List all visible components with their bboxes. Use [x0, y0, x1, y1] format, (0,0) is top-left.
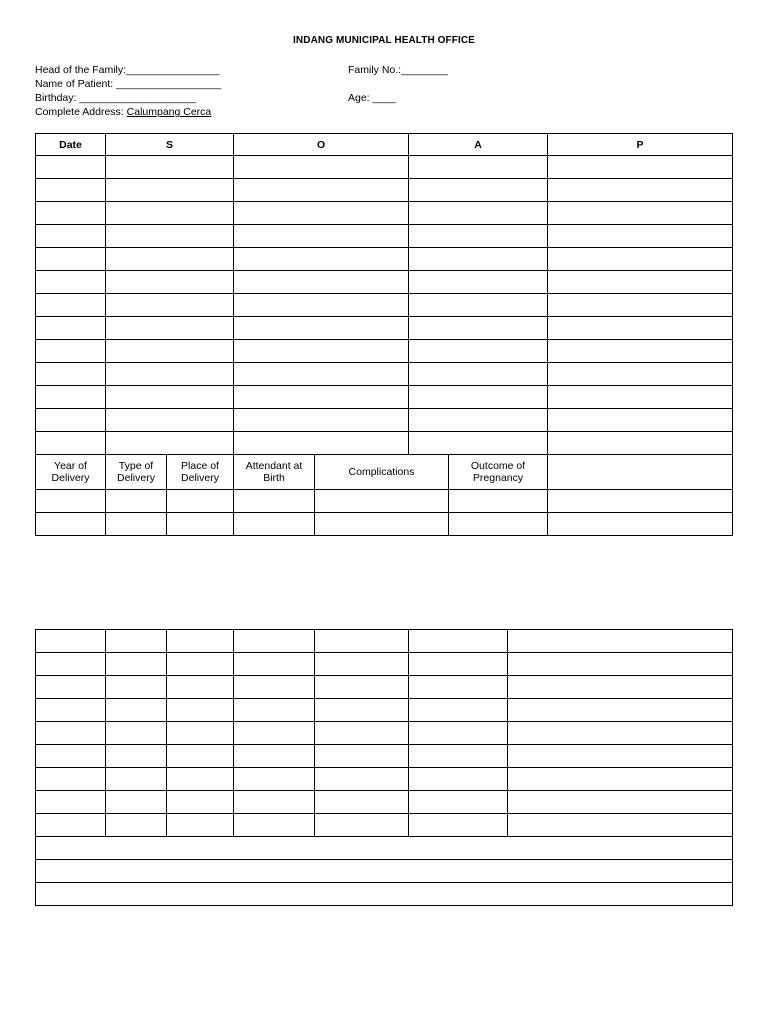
soap-cell[interactable]	[234, 225, 409, 248]
soap-cell[interactable]	[234, 317, 409, 340]
delivery-cell[interactable]	[315, 490, 449, 513]
lower-table-cell[interactable]	[409, 676, 508, 699]
soap-row	[36, 271, 733, 294]
soap-cell[interactable]	[548, 409, 733, 432]
lower-table-cell[interactable]	[106, 745, 167, 768]
lower-table-cell[interactable]	[106, 653, 167, 676]
lower-table-cell[interactable]	[409, 745, 508, 768]
soap-cell[interactable]	[234, 202, 409, 225]
delivery-header-cell	[315, 455, 449, 490]
soap-cell[interactable]	[548, 156, 733, 179]
soap-cell[interactable]	[36, 156, 106, 179]
lower-table-cell[interactable]	[167, 791, 234, 814]
lower-table-cell[interactable]	[234, 653, 315, 676]
delivery-header-cell	[106, 455, 167, 490]
soap-row	[36, 409, 733, 432]
lower-table-cell[interactable]	[106, 676, 167, 699]
soap-row	[36, 386, 733, 409]
soap-cell[interactable]	[36, 432, 106, 455]
soap-cell[interactable]	[36, 294, 106, 317]
lower-table-cell[interactable]	[315, 768, 409, 791]
soap-cell[interactable]	[234, 340, 409, 363]
lower-table-cell[interactable]	[315, 791, 409, 814]
soap-cell[interactable]	[234, 386, 409, 409]
soap-cell[interactable]	[36, 317, 106, 340]
lower-table-cell[interactable]	[315, 653, 409, 676]
soap-cell[interactable]	[409, 225, 548, 248]
lower-table-cell[interactable]	[106, 791, 167, 814]
lower-table-cell[interactable]	[167, 676, 234, 699]
soap-cell[interactable]	[106, 363, 234, 386]
delivery-cell[interactable]	[449, 513, 548, 536]
soap-cell[interactable]	[548, 386, 733, 409]
lower-table-merged-cell[interactable]	[36, 860, 733, 883]
soap-header-p: P	[548, 134, 733, 156]
soap-cell[interactable]	[548, 271, 733, 294]
soap-cell[interactable]	[409, 432, 548, 455]
lower-table-row	[36, 745, 733, 768]
lower-table-cell[interactable]	[315, 699, 409, 722]
soap-cell[interactable]	[409, 294, 548, 317]
soap-cell[interactable]	[409, 202, 548, 225]
delivery-header-line: Outcome of	[470, 460, 526, 472]
delivery-cell[interactable]	[106, 490, 167, 513]
soap-cell[interactable]	[409, 363, 548, 386]
soap-row	[36, 294, 733, 317]
soap-cell[interactable]	[106, 386, 234, 409]
lower-table-cell[interactable]	[315, 745, 409, 768]
delivery-row	[36, 513, 733, 536]
lower-table-cell[interactable]	[106, 630, 167, 653]
lower-table-cell[interactable]	[106, 699, 167, 722]
soap-cell[interactable]	[36, 271, 106, 294]
lower-table-cell[interactable]	[36, 814, 106, 837]
soap-cell[interactable]	[106, 156, 234, 179]
soap-cell[interactable]	[234, 271, 409, 294]
lower-table-cell[interactable]	[36, 699, 106, 722]
delivery-header-cell	[449, 455, 548, 490]
soap-cell[interactable]	[409, 340, 548, 363]
delivery-header-cell	[167, 455, 234, 490]
delivery-header-line: Year of	[54, 460, 87, 472]
lower-table-cell[interactable]	[167, 722, 234, 745]
lower-table-cell[interactable]	[167, 699, 234, 722]
soap-cell[interactable]	[106, 432, 234, 455]
lower-table-cell[interactable]	[106, 814, 167, 837]
address-label: Complete Address:	[35, 106, 127, 118]
lower-table-cell[interactable]	[508, 745, 733, 768]
soap-cell[interactable]	[36, 202, 106, 225]
soap-cell[interactable]	[106, 202, 234, 225]
lower-table-row	[36, 653, 733, 676]
lower-table-cell[interactable]	[508, 814, 733, 837]
soap-row	[36, 179, 733, 202]
lower-table-cell[interactable]	[36, 768, 106, 791]
delivery-cell[interactable]	[548, 490, 733, 513]
soap-row	[36, 317, 733, 340]
delivery-header-cell	[36, 455, 106, 490]
soap-cell[interactable]	[106, 248, 234, 271]
soap-cell[interactable]	[106, 317, 234, 340]
soap-cell[interactable]	[409, 271, 548, 294]
lower-table-cell[interactable]	[508, 722, 733, 745]
soap-cell[interactable]	[548, 432, 733, 455]
soap-cell[interactable]	[106, 271, 234, 294]
delivery-cell[interactable]	[106, 513, 167, 536]
delivery-cell[interactable]	[36, 513, 106, 536]
soap-cell[interactable]	[234, 363, 409, 386]
delivery-row	[36, 490, 733, 513]
soap-row	[36, 432, 733, 455]
soap-cell[interactable]	[106, 409, 234, 432]
soap-row	[36, 248, 733, 271]
lower-table-cell[interactable]	[36, 653, 106, 676]
lower-table-cell[interactable]	[409, 814, 508, 837]
lower-table-merged-cell[interactable]	[36, 883, 733, 906]
lower-table-cell[interactable]	[36, 630, 106, 653]
soap-cell[interactable]	[548, 340, 733, 363]
lower-table-cell[interactable]	[409, 699, 508, 722]
lower-table-cell[interactable]	[167, 653, 234, 676]
lower-table-cell[interactable]	[315, 722, 409, 745]
soap-cell[interactable]	[106, 179, 234, 202]
age-field[interactable]: Age: ____	[348, 92, 396, 104]
lower-table-cell[interactable]	[106, 722, 167, 745]
delivery-header-line: Delivery	[51, 472, 90, 484]
lower-table-cell[interactable]	[36, 791, 106, 814]
lower-table-cell[interactable]	[508, 630, 733, 653]
soap-cell[interactable]	[409, 409, 548, 432]
lower-table-row	[36, 722, 733, 745]
soap-cell[interactable]	[234, 432, 409, 455]
soap-cell[interactable]	[409, 317, 548, 340]
lower-table-cell[interactable]	[234, 699, 315, 722]
lower-table-cell[interactable]	[409, 630, 508, 653]
lower-table-row	[36, 699, 733, 722]
lower-table-cell[interactable]	[167, 745, 234, 768]
lower-table-cell[interactable]	[409, 791, 508, 814]
lower-table	[35, 629, 733, 906]
lower-table-cell[interactable]	[508, 791, 733, 814]
delivery-header-line: Delivery	[181, 472, 219, 484]
soap-cell[interactable]	[548, 225, 733, 248]
delivery-header-line: Type of	[118, 460, 154, 472]
delivery-cell[interactable]	[167, 513, 234, 536]
lower-table-cell[interactable]	[508, 768, 733, 791]
lower-table-cell[interactable]	[234, 676, 315, 699]
head-of-family-field[interactable]: Head of the Family:________________	[35, 64, 220, 76]
soap-cell[interactable]	[409, 248, 548, 271]
lower-table-cell[interactable]	[234, 722, 315, 745]
soap-cell[interactable]	[36, 386, 106, 409]
lower-table-merged-row	[36, 860, 733, 883]
lower-table-cell[interactable]	[234, 630, 315, 653]
soap-cell[interactable]	[409, 179, 548, 202]
soap-cell[interactable]	[548, 248, 733, 271]
soap-cell[interactable]	[36, 225, 106, 248]
soap-row	[36, 340, 733, 363]
soap-header-s: S	[106, 134, 234, 156]
lower-table-cell[interactable]	[234, 745, 315, 768]
soap-cell[interactable]	[36, 248, 106, 271]
soap-cell[interactable]	[234, 248, 409, 271]
soap-cell[interactable]	[234, 409, 409, 432]
soap-row	[36, 202, 733, 225]
delivery-header-line: Place of	[181, 460, 219, 472]
lower-table-merged-row	[36, 837, 733, 860]
soap-cell[interactable]	[548, 202, 733, 225]
delivery-cell[interactable]	[167, 490, 234, 513]
lower-table-cell[interactable]	[409, 768, 508, 791]
delivery-header-line: Complications	[348, 466, 415, 478]
delivery-header-line: Delivery	[117, 472, 155, 484]
soap-cell[interactable]	[36, 179, 106, 202]
lower-table-cell[interactable]	[167, 814, 234, 837]
soap-cell[interactable]	[234, 156, 409, 179]
delivery-header-blank	[548, 455, 733, 490]
lower-table-cell[interactable]	[36, 745, 106, 768]
lower-table-cell[interactable]	[234, 791, 315, 814]
delivery-cell[interactable]	[36, 490, 106, 513]
soap-cell[interactable]	[106, 340, 234, 363]
soap-cell[interactable]	[106, 225, 234, 248]
delivery-cell[interactable]	[234, 513, 315, 536]
soap-row	[36, 225, 733, 248]
delivery-cell[interactable]	[234, 490, 315, 513]
soap-cell[interactable]	[36, 340, 106, 363]
delivery-cell[interactable]	[315, 513, 449, 536]
lower-table-row	[36, 814, 733, 837]
lower-table-cell[interactable]	[315, 630, 409, 653]
lower-table-cell[interactable]	[106, 768, 167, 791]
family-no-field[interactable]: Family No.:________	[348, 64, 448, 76]
document-title: INDANG MUNICIPAL HEALTH OFFICE	[293, 35, 475, 46]
lower-table-cell[interactable]	[409, 653, 508, 676]
soap-header-date: Date	[36, 134, 106, 156]
soap-header-a: A	[409, 134, 548, 156]
soap-row	[36, 363, 733, 386]
soap-cell[interactable]	[234, 294, 409, 317]
delivery-header-line: Birth	[263, 472, 285, 484]
lower-table-cell[interactable]	[234, 768, 315, 791]
delivery-cell[interactable]	[449, 490, 548, 513]
lower-table-row	[36, 768, 733, 791]
patient-name-field[interactable]: Name of Patient: __________________	[35, 78, 222, 90]
soap-cell[interactable]	[548, 179, 733, 202]
delivery-header-cell	[234, 455, 315, 490]
address-field	[35, 105, 211, 119]
lower-table-cell[interactable]	[36, 722, 106, 745]
lower-table-cell[interactable]	[508, 653, 733, 676]
lower-table-cell[interactable]	[508, 676, 733, 699]
lower-table-cell[interactable]	[315, 814, 409, 837]
delivery-header-line: Pregnancy	[472, 472, 524, 484]
delivery-cell[interactable]	[548, 513, 733, 536]
lower-table-cell[interactable]	[409, 722, 508, 745]
birthday-field[interactable]: Birthday: ____________________	[35, 92, 197, 104]
lower-table-cell[interactable]	[315, 676, 409, 699]
soap-cell[interactable]	[548, 294, 733, 317]
lower-table-merged-row	[36, 883, 733, 906]
lower-table-cell[interactable]	[167, 630, 234, 653]
lower-table-row	[36, 676, 733, 699]
soap-cell[interactable]	[409, 156, 548, 179]
lower-table-cell[interactable]	[508, 699, 733, 722]
soap-header-row	[36, 134, 733, 156]
lower-table-row	[36, 791, 733, 814]
lower-table-cell[interactable]	[167, 768, 234, 791]
address-value[interactable]: Calumpang Cerca	[126, 106, 212, 118]
soap-cell[interactable]	[548, 363, 733, 386]
soap-table	[35, 133, 733, 536]
soap-cell[interactable]	[36, 363, 106, 386]
delivery-header-line: Attendant at	[245, 460, 303, 472]
soap-cell[interactable]	[106, 294, 234, 317]
lower-table-merged-cell[interactable]	[36, 837, 733, 860]
soap-cell[interactable]	[234, 179, 409, 202]
delivery-header-row	[36, 455, 733, 490]
soap-cell[interactable]	[409, 386, 548, 409]
lower-table-cell[interactable]	[234, 814, 315, 837]
soap-cell[interactable]	[548, 317, 733, 340]
soap-header-o: O	[234, 134, 409, 156]
lower-table-cell[interactable]	[36, 676, 106, 699]
soap-cell[interactable]	[36, 409, 106, 432]
lower-table-row	[36, 630, 733, 653]
soap-row	[36, 156, 733, 179]
